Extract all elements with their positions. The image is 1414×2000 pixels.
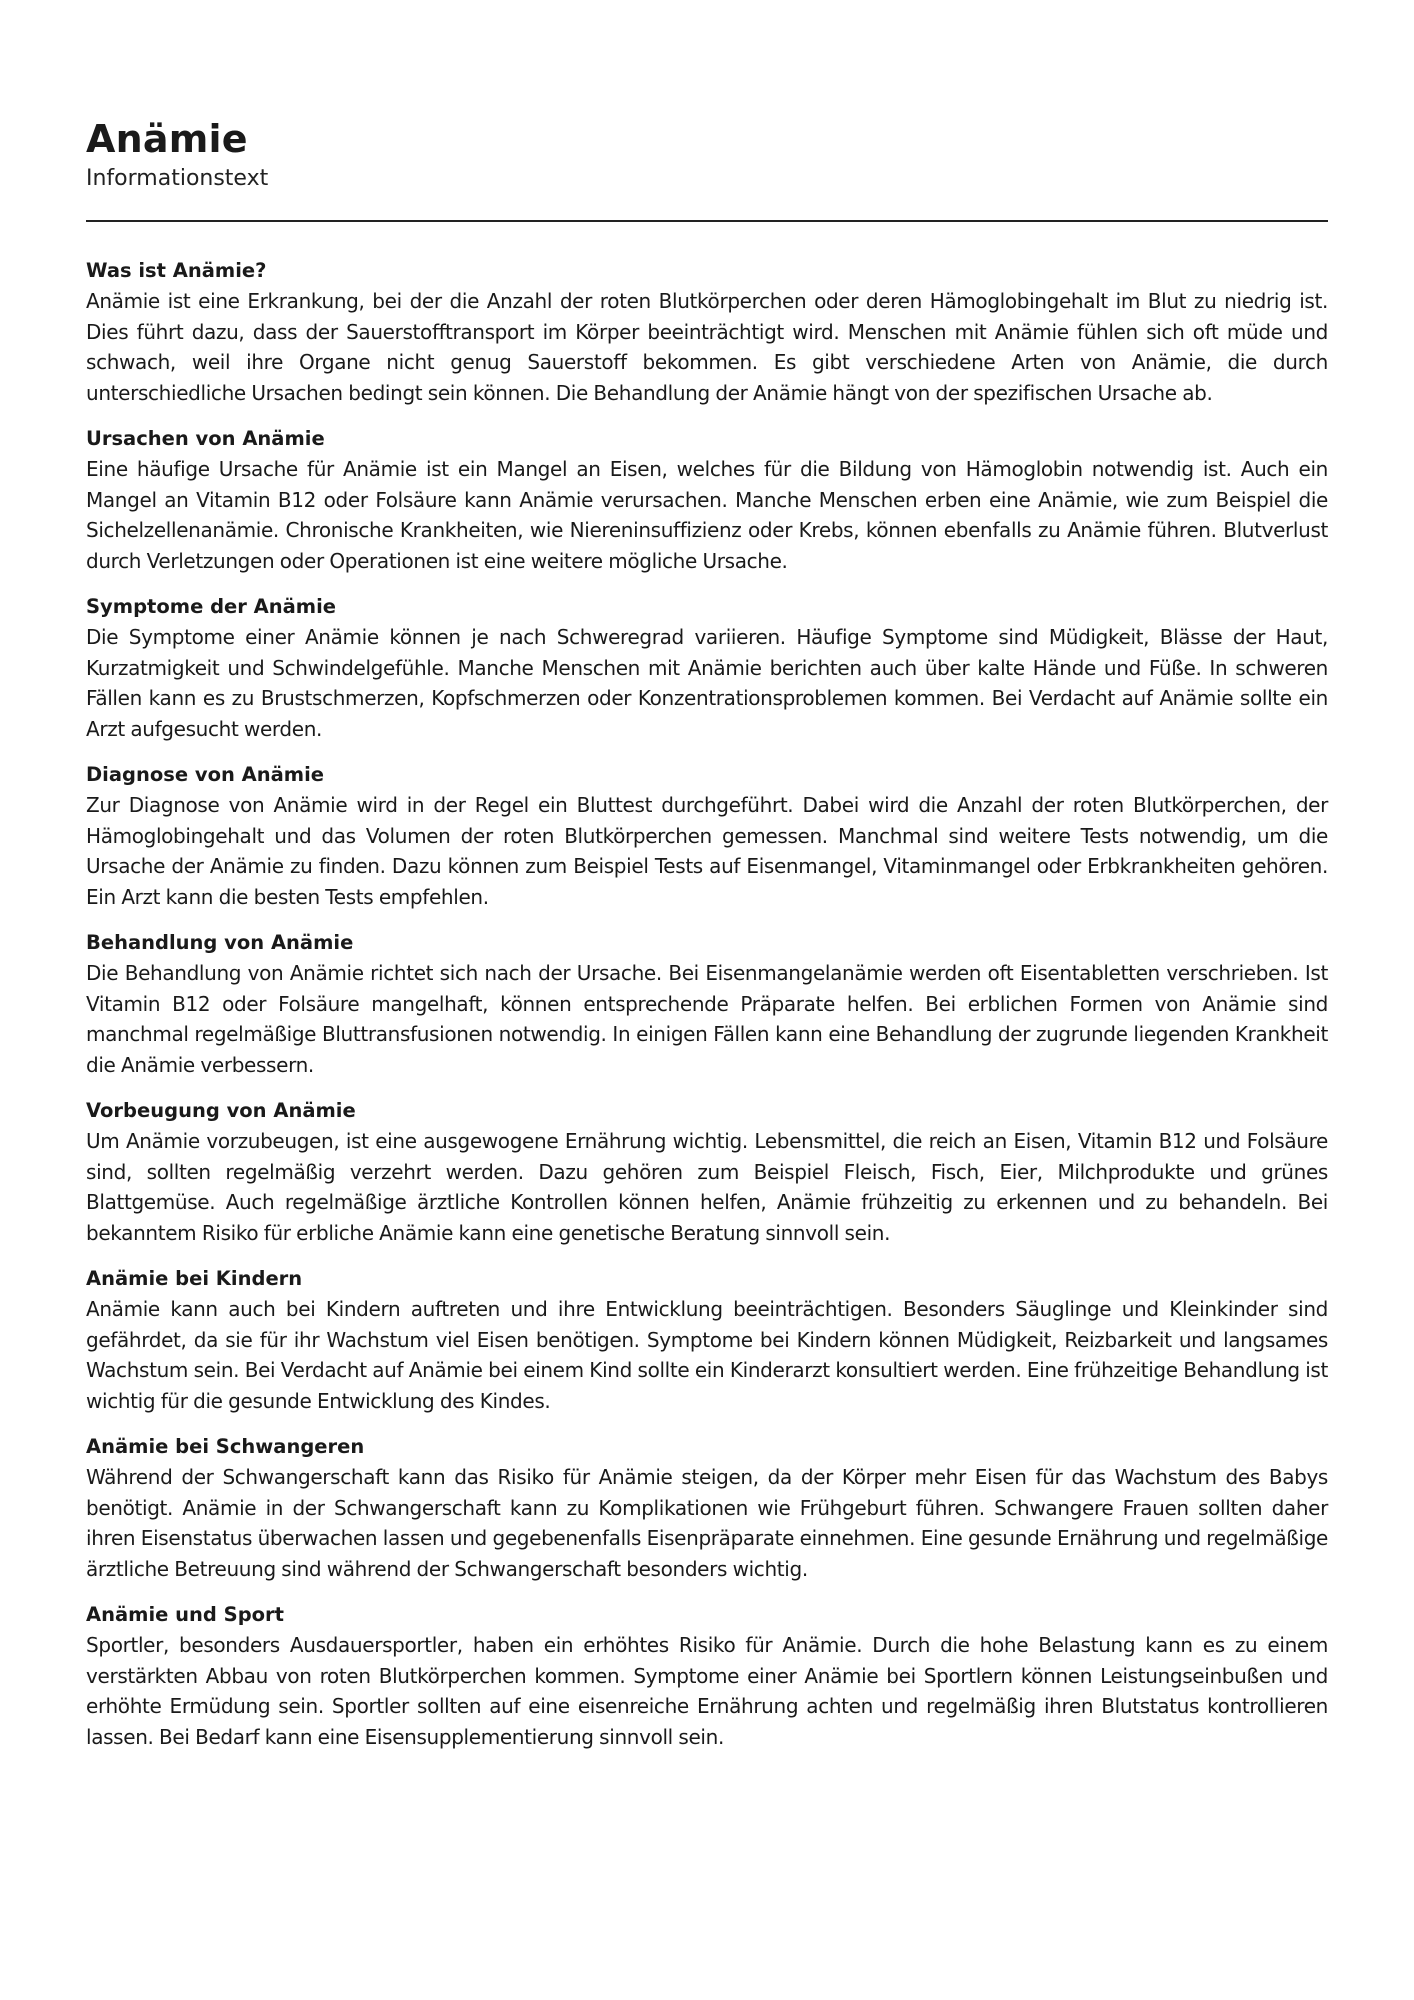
section-heading: Anämie bei Schwangeren [86, 1435, 365, 1458]
section-heading: Ursachen von Anämie [86, 427, 325, 450]
section-ursachen [86, 424, 1328, 576]
section-body: Anämie ist eine Erkrankung, bei der die Anzahl der roten Blutkörperchen oder deren Hämoglobingehalt im Blut zu niedrig ist. Dies führt dazu, dass der Sauerstofftransport im Körper beeinträchtigt wird. Menschen mit Anämie fühlen sich oft müde und schwach, weil ihre Organe nicht genug Sauerstoff bekommen. Es gibt verschiedene Arten von Anämie, die durch unterschiedliche Ursachen bedingt sein können. Die Behandlung der Anämie hängt von der spezifischen Ursache ab. [86, 289, 1328, 405]
section-body: Während der Schwangerschaft kann das Risiko für Anämie steigen, da der Körper mehr Eisen für das Wachstum des Babys benötigt. Anämie in der Schwangerschaft kann zu Komplikationen wie Frühgeburt führen. Schwangere Frauen sollten daher ihren Eisenstatus überwachen lassen und gegebenenfalls Eisenpräparate einnehmen. Eine gesunde Ernährung und regelmäßige ärztliche Betreuung sind während der Schwangerschaft besonders wichtig. [86, 1465, 1328, 1581]
section-heading: Vorbeugung von Anämie [86, 1099, 356, 1122]
section-heading: Anämie bei Kindern [86, 1267, 303, 1290]
section-heading: Diagnose von Anämie [86, 763, 325, 786]
section-body: Die Behandlung von Anämie richtet sich nach der Ursache. Bei Eisenmangelanämie werden oft Eisentabletten verschrieben. Ist Vitamin B12 oder Folsäure mangelhaft, können entsprechende Präparate helfen. Bei erblichen Formen von Anämie sind manchmal regelmäßige Bluttransfusionen notwendig. In einigen Fällen kann eine Behandlung der zugrunde liegenden Krankheit die Anämie verbessern. [86, 961, 1328, 1077]
section-behandlung [86, 928, 1328, 1080]
section-heading: Symptome der Anämie [86, 595, 337, 618]
section-kinder [86, 1264, 1328, 1416]
section-heading: Was ist Anämie? [86, 259, 267, 282]
section-vorbeugung [86, 1096, 1328, 1248]
section-body: Eine häufige Ursache für Anämie ist ein Mangel an Eisen, welches für die Bildung von Hämoglobin notwendig ist. Auch ein Mangel an Vitamin B12 oder Folsäure kann Anämie verursachen. Manche Menschen erben eine Anämie, wie zum Beispiel die Sichelzellenanämie. Chronische Krankheiten, wie Niereninsuffizienz oder Krebs, können ebenfalls zu Anämie führen. Blutverlust durch Verletzungen oder Operationen ist eine weitere mögliche Ursache. [86, 457, 1328, 573]
section-body: Sportler, besonders Ausdauersportler, haben ein erhöhtes Risiko für Anämie. Durch die hohe Belastung kann es zu einem verstärkten Abbau von roten Blutkörperchen kommen. Symptome einer Anämie bei Sportlern können Leistungseinbußen und erhöhte Ermüdung sein. Sportler sollten auf eine eisenreiche Ernährung achten und regelmäßig ihren Blutstatus kontrollieren lassen. Bei Bedarf kann eine Eisensupplementierung sinnvoll sein. [86, 1633, 1328, 1749]
section-diagnose [86, 760, 1328, 912]
document-title: Anämie [86, 117, 248, 161]
section-body: Anämie kann auch bei Kindern auftreten und ihre Entwicklung beeinträchtigen. Besonders Säuglinge und Kleinkinder sind gefährdet, da sie für ihr Wachstum viel Eisen benötigen. Symptome bei Kindern können Müdigkeit, Reizbarkeit und langsames Wachstum sein. Bei Verdacht auf Anämie bei einem Kind sollte ein Kinderarzt konsultiert werden. Eine frühzeitige Behandlung ist wichtig für die gesunde Entwicklung des Kindes. [86, 1297, 1328, 1413]
document-subtitle: Informationstext [86, 166, 269, 191]
section-body: Die Symptome einer Anämie können je nach Schweregrad variieren. Häufige Symptome sind Müdigkeit, Blässe der Haut, Kurzatmigkeit und Schwindelgefühle. Manche Menschen mit Anämie berichten auch über kalte Hände und Füße. In schweren Fällen kann es zu Brustschmerzen, Kopfschmerzen oder Konzentrationsproblemen kommen. Bei Verdacht auf Anämie sollte ein Arzt aufgesucht werden. [86, 625, 1328, 741]
section-body: Um Anämie vorzubeugen, ist eine ausgewogene Ernährung wichtig. Lebensmittel, die reich an Eisen, Vitamin B12 und Folsäure sind, sollten regelmäßig verzehrt werden. Dazu gehören zum Beispiel Fleisch, Fisch, Eier, Milchprodukte und grünes Blattgemüse. Auch regelmäßige ärztliche Kontrollen können helfen, Anämie frühzeitig zu erkennen und zu behandeln. Bei bekanntem Risiko für erbliche Anämie kann eine genetische Beratung sinnvoll sein. [86, 1129, 1328, 1245]
section-heading: Anämie und Sport [86, 1603, 284, 1626]
section-was-ist-anaemie [86, 256, 1328, 408]
section-body: Zur Diagnose von Anämie wird in der Regel ein Bluttest durchgeführt. Dabei wird die Anzahl der roten Blutkörperchen, der Hämoglobingehalt und das Volumen der roten Blutkörperchen gemessen. Manchmal sind weitere Tests notwendig, um die Ursache der Anämie zu finden. Dazu können zum Beispiel Tests auf Eisenmangel, Vitaminmangel oder Erbkrankheiten gehören. Ein Arzt kann die besten Tests empfehlen. [86, 793, 1328, 909]
title-divider [86, 220, 1328, 222]
section-sport [86, 1600, 1328, 1752]
section-schwangere [86, 1432, 1328, 1584]
section-heading: Behandlung von Anämie [86, 931, 354, 954]
section-symptome [86, 592, 1328, 744]
